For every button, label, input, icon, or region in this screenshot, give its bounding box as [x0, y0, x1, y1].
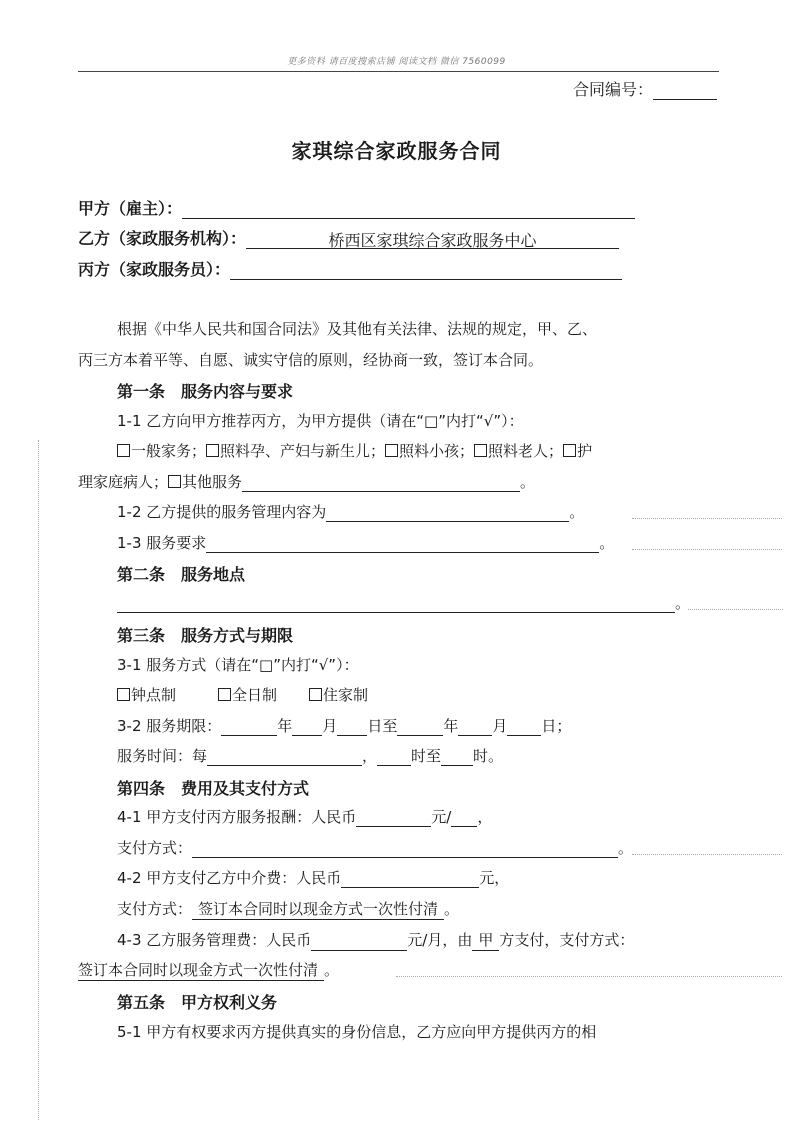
day-label: 日； [541, 717, 572, 735]
period: 。 [618, 839, 634, 857]
end-hour-blank[interactable] [441, 747, 473, 766]
party-a-label: 甲方（雇主）： [78, 199, 183, 218]
page-title: 家琪综合家政服务合同 [291, 139, 502, 163]
start-month-blank[interactable] [292, 717, 322, 736]
mode-fullday-label: 全日制 [232, 686, 278, 704]
payment-method-blank[interactable] [192, 839, 618, 858]
payer-tail-label: 方支付，支付方式： [499, 931, 635, 949]
end-month-blank[interactable] [458, 717, 492, 736]
checkbox-eldercare[interactable] [474, 444, 487, 457]
service-location-blank[interactable] [117, 594, 675, 613]
nanny-fee-blank[interactable] [356, 808, 431, 827]
article-5-heading: 第五条 甲方权利义务 [117, 993, 278, 1012]
article-4-2 [117, 867, 509, 888]
party-c-label: 丙方（家政服务员）： [78, 260, 231, 279]
service-time-label: 服务时间：每 [117, 747, 208, 765]
article-4-3-payment [78, 959, 339, 981]
service-options-row [117, 440, 592, 461]
article-4-3-label: 4-3 乙方服务管理费：人民币 [117, 931, 312, 949]
header-rule [78, 71, 719, 72]
article-1-2 [117, 501, 584, 522]
checkbox-patient-care[interactable] [563, 444, 576, 457]
checkbox-hourly[interactable] [117, 688, 130, 701]
checkbox-livein[interactable] [309, 688, 322, 701]
period: 。 [444, 900, 460, 918]
contract-number-label: 合同编号： [572, 80, 653, 99]
fee-unit-label: 元/ [431, 808, 452, 826]
option-patient-care-label-a: 护 [577, 442, 593, 460]
contract-number-blank[interactable] [653, 81, 717, 100]
management-payment-method-value: 签订本合同时以现金方式一次性付清 [78, 959, 324, 981]
party-a-blank[interactable] [182, 198, 635, 219]
option-housework-label: 一般家务； [131, 442, 207, 460]
service-options-row-2 [78, 471, 535, 492]
year-label: 年 [443, 717, 459, 735]
fee-unit-label: 元/月，由 [407, 931, 473, 949]
contract-number [573, 77, 717, 100]
article-5-1: 5-1 甲方有权要求丙方提供真实的身份信息，乙方应向甲方提供丙方的相 [117, 1023, 597, 1041]
dotted-guide [688, 609, 783, 610]
fee-unit-label: 元， [479, 869, 510, 887]
service-location-row [117, 592, 690, 613]
other-service-blank[interactable] [242, 473, 520, 492]
checkbox-childcare[interactable] [385, 444, 398, 457]
mode-hourly-label: 钟点制 [131, 686, 177, 704]
period: 。 [675, 594, 691, 612]
article-1-1: 1-1 乙方向甲方推荐丙方，为甲方提供（请在“□”内打“√”）： [117, 412, 524, 430]
service-requirement-blank[interactable] [206, 534, 599, 553]
option-other-label: 其他服务 [182, 473, 243, 491]
checkbox-other[interactable] [168, 475, 181, 488]
mode-livein-label: 住家制 [323, 686, 369, 704]
period: 。 [324, 961, 340, 979]
comma: ， [362, 747, 378, 765]
option-patient-care-label-b: 理家庭病人； [78, 473, 169, 491]
option-maternity-label: 照料孕、产妇与新生儿； [220, 442, 386, 460]
end-day-blank[interactable] [507, 717, 541, 736]
intro-line-2: 丙三方本着平等、自愿、诚实守信的原则，经协商一致，签订本合同。 [78, 351, 544, 369]
day-to-label: 日至 [367, 717, 398, 735]
article-4-1-label: 4-1 甲方支付丙方服务报酬：人民币 [117, 808, 357, 826]
intro-line-1: 根据《中华人民共和国合同法》及其他有关法律、法规的规定，甲、乙、 [117, 320, 598, 338]
article-3-heading: 第三条 服务方式与期限 [117, 626, 294, 645]
agency-payment-method-value: 签订本合同时以现金方式一次性付清 [192, 898, 444, 920]
article-4-1-payment [117, 837, 633, 858]
start-day-blank[interactable] [337, 717, 367, 736]
article-4-2-payment [117, 898, 459, 920]
fee-period-blank[interactable] [451, 808, 477, 827]
start-year-blank[interactable] [221, 717, 277, 736]
checkbox-maternity[interactable] [206, 444, 219, 457]
checkbox-housework[interactable] [117, 444, 130, 457]
party-a [78, 196, 635, 219]
article-4-1 [117, 806, 492, 827]
service-mode-row [117, 684, 368, 705]
party-c [78, 257, 622, 280]
article-1-heading: 第一条 服务内容与要求 [117, 382, 294, 401]
article-1-3 [117, 532, 614, 553]
party-c-blank[interactable] [230, 259, 622, 280]
dotted-guide [632, 549, 782, 550]
article-4-2-label: 4-2 甲方支付乙方中介费：人民币 [117, 869, 342, 887]
payment-method-label: 支付方式： [117, 839, 193, 857]
month-label: 月 [322, 717, 338, 735]
dotted-guide [396, 976, 782, 977]
party-b-value: 桥西区家琪综合家政服务中心 [246, 228, 619, 249]
page-margin-dotted-left [38, 440, 40, 1120]
party-b-label: 乙方（家政服务机构）： [78, 229, 247, 248]
start-hour-blank[interactable] [377, 747, 411, 766]
dotted-guide [632, 518, 782, 519]
management-fee-blank[interactable] [311, 932, 407, 951]
checkbox-fullday[interactable] [218, 688, 231, 701]
comma: ， [477, 808, 493, 826]
option-childcare-label: 照料小孩； [399, 442, 475, 460]
end-year-blank[interactable] [397, 717, 443, 736]
period: 。 [569, 503, 585, 521]
service-time-row [117, 745, 503, 766]
header-note: 更多资料 请百度搜索店铺 阅读文档 微信 7560099 [287, 57, 506, 67]
period: 。 [520, 473, 536, 491]
month-label: 月 [492, 717, 508, 735]
article-3-2 [117, 715, 571, 736]
article-1-2-label: 1-2 乙方提供的服务管理内容为 [117, 503, 327, 521]
payer-value: 甲 [472, 929, 499, 951]
article-1-3-label: 1-3 服务要求 [117, 534, 207, 552]
article-2-heading: 第二条 服务地点 [117, 565, 246, 584]
hour-label: 时。 [473, 747, 504, 765]
party-b [78, 226, 619, 249]
management-content-blank[interactable] [326, 503, 569, 522]
article-4-3 [117, 929, 634, 951]
article-3-1: 3-1 服务方式（请在“□”内打“√”）： [117, 656, 359, 674]
dotted-guide [632, 854, 782, 855]
year-label: 年 [277, 717, 293, 735]
payment-method-label: 支付方式： [117, 900, 193, 918]
agency-fee-blank[interactable] [341, 869, 479, 888]
service-time-blank[interactable] [207, 747, 362, 766]
period: 。 [599, 534, 615, 552]
hour-to-label: 时至 [411, 747, 442, 765]
service-period-label: 3-2 服务期限： [117, 717, 222, 735]
option-eldercare-label: 照料老人； [488, 442, 564, 460]
article-4-heading: 第四条 费用及其支付方式 [117, 779, 310, 798]
